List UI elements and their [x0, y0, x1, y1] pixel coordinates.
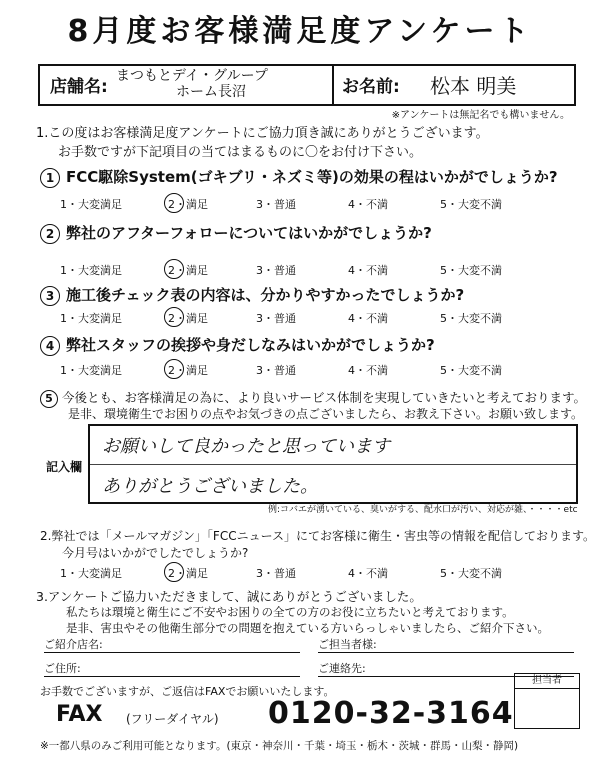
question-text: 弊社スタッフの挨拶や身だしなみはいかがでしょうか? — [66, 336, 435, 354]
option-normal[interactable]: 3・普通 — [256, 312, 296, 325]
section-2-line-2: 今月号はいかがでしたでしょうか? — [62, 546, 249, 560]
option-normal[interactable]: 3・普通 — [256, 364, 296, 377]
selected-circle — [164, 307, 184, 327]
customer-header-box — [38, 64, 576, 106]
service-area-note: ※一都八県のみご利用可能となります。(東京・神奈川・千葉・埼玉・栃木・茨城・群馬・山梨・静岡) — [40, 740, 519, 752]
question-text: 今後とも、お客様満足の為に、より良いサービス体制を実現していきたいと考えております。 — [62, 390, 587, 405]
person-field[interactable] — [318, 652, 574, 653]
option-very-dissatisfied[interactable]: 5・大変不満 — [440, 264, 502, 277]
option-normal[interactable]: 3・普通 — [256, 567, 296, 580]
option-very-satisfied[interactable]: 1・大変満足 — [60, 264, 122, 277]
selected-circle — [164, 359, 184, 379]
question-2 — [40, 222, 432, 244]
question-number: 5 — [40, 390, 58, 408]
header-divider — [332, 66, 334, 104]
option-very-dissatisfied[interactable]: 5・大変不満 — [440, 567, 502, 580]
address-field[interactable] — [44, 676, 300, 677]
comment-answer-line-1: お願いして良かったと思っています — [102, 436, 390, 457]
field-rule — [90, 464, 576, 465]
introducer-label: ご紹介店名: — [44, 638, 103, 651]
examples-note: 例:コバエが湧いている、臭いがする、配水口が汚い、対応が雑、・・・・etc — [268, 505, 578, 515]
option-dissatisfied[interactable]: 4・不満 — [348, 364, 388, 377]
question-5-line-2: 是非、環境衛生でお困りの点やお気づきの点ございましたら、お教え下さい。お願い致します。 — [68, 407, 584, 421]
person-label: ご担当者様: — [318, 638, 377, 651]
option-dissatisfied[interactable]: 4・不満 — [348, 312, 388, 325]
selected-circle — [164, 193, 184, 213]
option-satisfied[interactable]: 2・満足 — [168, 565, 208, 581]
stamp-label: 担当者 — [515, 674, 579, 689]
option-satisfied[interactable]: 2・満足 — [168, 310, 208, 326]
staff-stamp-box — [514, 673, 580, 729]
intro-line-1: 1.この度はお客様満足度アンケートにご協力頂き誠にありがとうございます。 — [36, 126, 489, 141]
fax-number: 0120-32-3164 — [268, 696, 514, 731]
option-very-dissatisfied[interactable]: 5・大変不満 — [440, 364, 502, 377]
question-text: 弊社のアフターフォローについてはいかがでしょうか? — [66, 224, 432, 242]
section-2-line-1: 2.弊社では「メールマガジン」「FCCニュース」にてお客様に衛生・害虫等の情報を配信しております。 — [40, 529, 596, 543]
option-satisfied[interactable]: 2・満足 — [168, 262, 208, 278]
option-dissatisfied[interactable]: 4・不満 — [348, 198, 388, 211]
contact-label: ご連絡先: — [318, 662, 366, 675]
option-satisfied[interactable]: 2・満足 — [168, 362, 208, 378]
fax-label: FAX — [56, 702, 103, 727]
introducer-field[interactable] — [44, 652, 300, 653]
question-number: 3 — [40, 286, 60, 306]
question-1 — [40, 166, 558, 188]
name-value: 松本 明美 — [430, 74, 517, 98]
question-number: 2 — [40, 224, 60, 244]
option-normal[interactable]: 3・普通 — [256, 198, 296, 211]
option-very-dissatisfied[interactable]: 5・大変不満 — [440, 198, 502, 211]
question-4 — [40, 334, 435, 356]
fax-request-note: お手数でございますが、ご返信はFAXでお願いいたします。 — [40, 685, 335, 698]
store-label: 店舗名: — [50, 77, 108, 97]
option-normal[interactable]: 3・普通 — [256, 264, 296, 277]
option-very-dissatisfied[interactable]: 5・大変不満 — [440, 312, 502, 325]
option-very-satisfied[interactable]: 1・大変満足 — [60, 198, 122, 211]
section-3-line-3: 是非、害虫やその他衛生部分での問題を抱えている方いらっしゃいましたら、ご紹介下さい。 — [66, 621, 549, 635]
option-very-satisfied[interactable]: 1・大変満足 — [60, 364, 122, 377]
option-dissatisfied[interactable]: 4・不満 — [348, 264, 388, 277]
question-number: 1 — [40, 168, 60, 188]
comment-field[interactable] — [88, 424, 578, 504]
selected-circle — [164, 259, 184, 279]
selected-circle — [164, 562, 184, 582]
question-text: FCC駆除System(ゴキブリ・ネズミ等)の効果の程はいかがでしょうか? — [66, 168, 558, 186]
question-text: 施工後チェック表の内容は、分かりやすかったでしょうか? — [66, 286, 465, 304]
question-number: 4 — [40, 336, 60, 356]
entry-label: 記入欄 — [46, 460, 83, 474]
store-value: まつもとデイ・グループ ホーム長沼 — [116, 68, 268, 100]
option-very-satisfied[interactable]: 1・大変満足 — [60, 567, 122, 580]
intro-line-2: お手数ですが下記項目の当てはまるものに〇をお付け下さい。 — [58, 145, 423, 160]
page-title: 8月度お客様満足度アンケート — [67, 14, 533, 49]
fax-subtitle: (フリーダイヤル) — [126, 712, 219, 726]
anonymous-note: ※アンケートは無記名でも構いません。 — [391, 110, 570, 121]
question-3 — [40, 284, 464, 306]
comment-answer-line-2: ありがとうございました。 — [102, 476, 318, 497]
section-3-line-2: 私たちは環境と衛生にご不安やお困りの全ての方のお役に立ちたいと考えております。 — [66, 605, 514, 619]
address-label: ご住所: — [44, 662, 81, 675]
option-dissatisfied[interactable]: 4・不満 — [348, 567, 388, 580]
section-3-line-1: 3.アンケートご協力いただきまして、誠にありがとうございました。 — [36, 589, 422, 604]
option-satisfied[interactable]: 2・満足 — [168, 196, 208, 212]
option-very-satisfied[interactable]: 1・大変満足 — [60, 312, 122, 325]
name-label: お名前: — [342, 77, 400, 97]
